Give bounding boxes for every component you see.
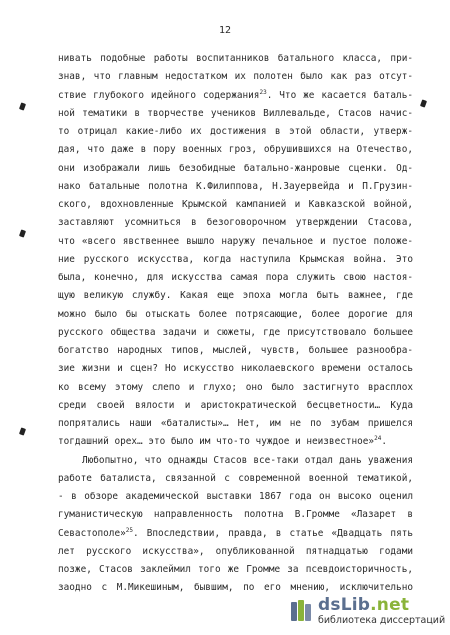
text-line: щую великую службу. Какая еще эпоха могла быть важнее, где	[58, 290, 413, 302]
watermark-title: dsLib.net	[318, 595, 410, 615]
text-line: среди своей вялости и аристократической бесцветности… Куда	[58, 399, 413, 411]
text-line: гуманистическую направленность полотна В.Громме «Лазарет в	[58, 509, 413, 521]
page-number: 12	[218, 25, 232, 36]
text-line: то отрицал какие-либо их достижения в этой области, утверж-	[58, 126, 413, 137]
footnote-ref: 23	[259, 88, 267, 96]
text-line: ствие глубокого идейного содержания$^{23}$. Что же касается баталь-	[58, 88, 413, 101]
watermark-subtitle: библиотека диссертаций	[318, 615, 446, 626]
text-line: ние русского искусства, когда наступила Крымская война. Это	[58, 253, 413, 265]
text-line: ского, вдохновленные Крымской кампанией и Кавказской войной,	[58, 199, 413, 210]
text-line: богатство народных типов, мыслей, чувств, большее разнообра-	[58, 345, 413, 356]
dslib-watermark	[282, 595, 446, 629]
text-line: нако батальные полотна К.Филиппова, Н.Зауервейда и П.Грузин-	[58, 180, 413, 192]
text-line: что «всего явственнее вышло наружу печальное и пустое положе-	[58, 235, 413, 247]
text-line: лет русского искусства», опубликованной пятнадцатью годами	[58, 545, 413, 557]
text-line: попрятались наши «баталисты»… Нет, им не по зубам пришелся	[58, 418, 413, 429]
text-line: была, конечно, для искусства самая пора служить свою настоя-	[58, 272, 413, 283]
body-text	[58, 50, 413, 598]
text-line: ной тематики в творчестве учеников Виллевальде, Стасов начис-	[58, 107, 413, 119]
text-line: работе баталиста, связанной с современной военной тематикой,	[58, 472, 413, 484]
dslib-logo-icon	[290, 599, 312, 623]
text-line: дая, что даже в пору военных гроз, обрушившихся на Отечество,	[58, 144, 413, 156]
scan-speck	[19, 427, 26, 435]
text-line: Севастополе»$^{25}$. Впоследствии, правда, в статье «Двадцать пять	[58, 526, 413, 539]
text-line: тогдашний орех… это было им что-то чуждое и неизвестное»$^{24}$.	[58, 435, 387, 448]
scan-speck	[19, 229, 26, 237]
footnote-ref: 24	[374, 435, 382, 443]
footnote-ref: 25	[125, 526, 133, 534]
text-line: можно было бы отыскать более потрясающие, более дорогие для	[58, 308, 413, 320]
text-line: заставляют усомниться в безоговорочном утверждении Стасова,	[58, 217, 413, 229]
text-line: позже, Стасов заклеймил того же Громме за псевдоисторичность,	[58, 564, 413, 575]
text-line: зие жизни и сцен? Но искусство николаевского времени осталось	[58, 363, 413, 375]
text-line: заодно с М.Микешиным, бывшим, по его мнению, исключительно	[58, 582, 413, 594]
text-line: русского общества задачи и сюжеты, где присутствовало большее	[58, 326, 413, 338]
scan-speck	[19, 102, 26, 110]
text-line: ко всему этому слепо и глухо; оно было застигнуто врасплох	[58, 381, 413, 393]
text-line: они изображали лишь безобидные батально-жанровые сценки. Од-	[58, 162, 413, 174]
text-line: - в обзоре академической выставки 1867 года он высоко оценил	[58, 491, 413, 502]
text-line: Любопытно, что однажды Стасов все-таки отдал дань уважения	[82, 454, 413, 466]
text-line: знав, что главным недостатком их полотен было как раз отсут-	[58, 71, 413, 83]
scan-speck	[420, 99, 427, 107]
text-line: нивать подобные работы воспитанников батального класса, при-	[58, 53, 413, 64]
